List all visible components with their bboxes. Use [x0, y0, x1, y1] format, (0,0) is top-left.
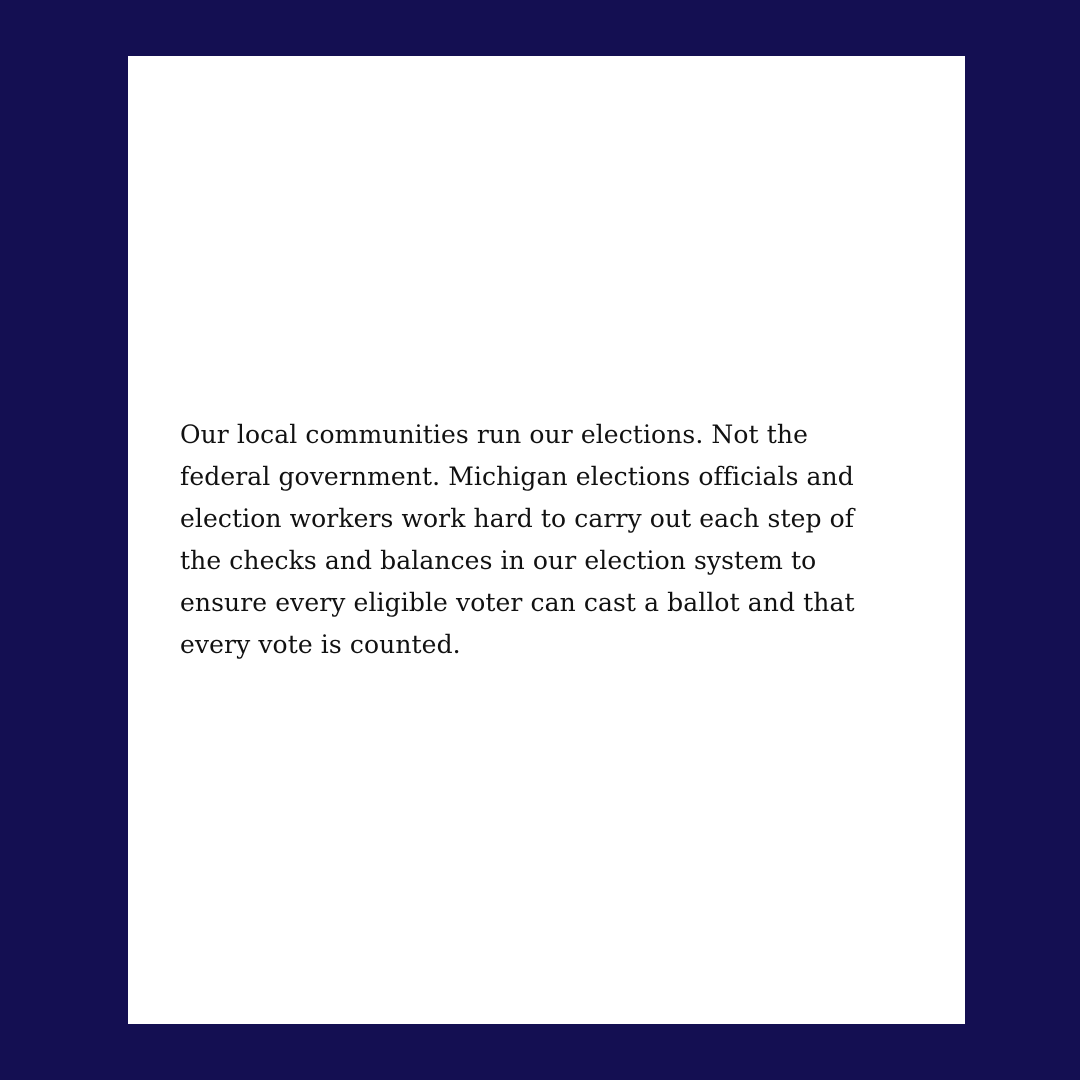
white-content-panel	[128, 56, 965, 1024]
body-paragraph: Our local communities run our elections. Not the federal government. Michigan elections officials and election workers work hard to carry out each step of the checks and balances in our election system to ensure every eligible voter can cast a ballot and that every vote is counted.	[180, 420, 855, 659]
